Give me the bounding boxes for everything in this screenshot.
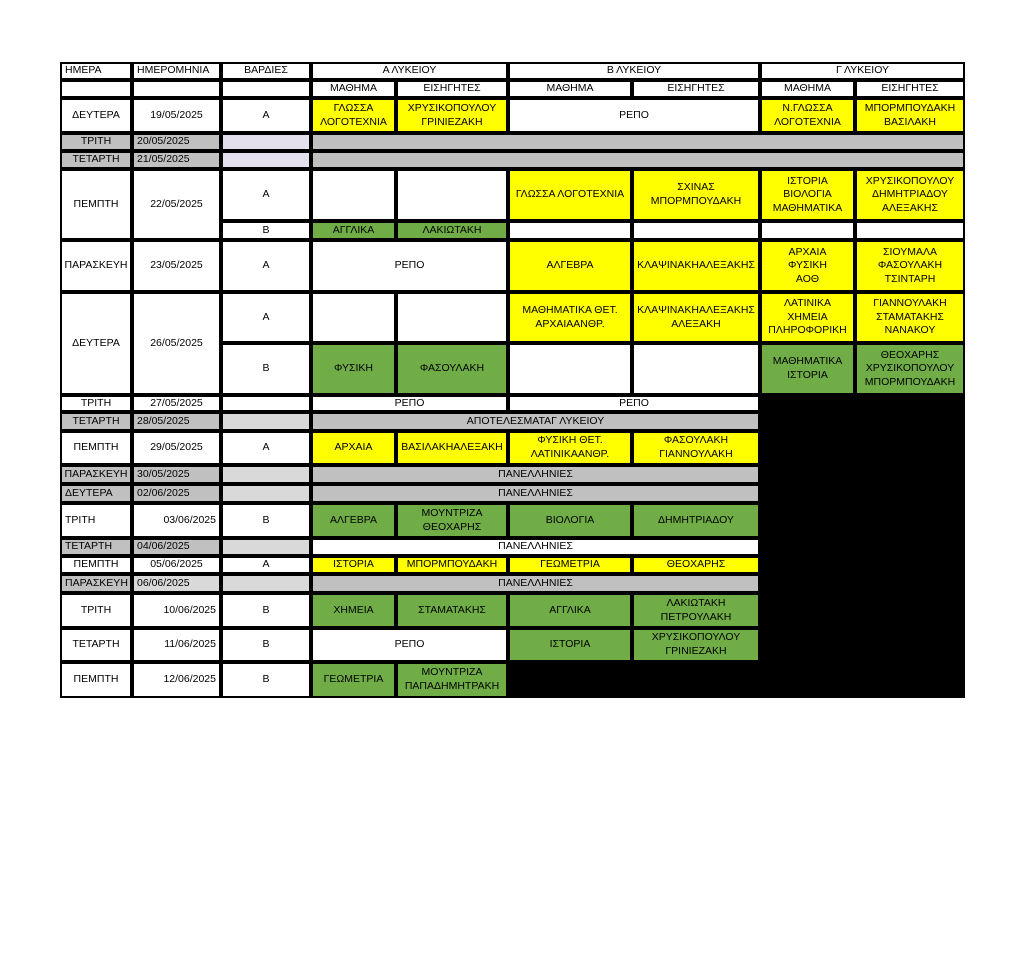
- header-empty: [60, 80, 132, 98]
- subject-cell: ΧΗΜΕΙΑ: [311, 593, 396, 628]
- date-cell: 10/06/2025: [132, 593, 221, 628]
- panhellenic-cell: ΠΑΝΕΛΛΗΝΙΕΣ: [311, 538, 760, 556]
- header-a-lykeiou: Α ΛΥΚΕΙΟΥ: [311, 62, 508, 80]
- date-cell: 30/05/2025: [132, 465, 221, 484]
- teachers-cell: ΧΡΥΣΙΚΟΠΟΥΛΟΥ ΓΡΙΝΙΕΖΑΚΗ: [396, 98, 508, 133]
- day-cell: ΠΑΡΑΣΚΕΥΗ: [60, 465, 132, 484]
- shift-cell: Α: [221, 292, 311, 343]
- day-cell: ΔΕΥΤΕΡΑ: [60, 292, 132, 395]
- teachers-cell: ΛΑΚΙΩΤΑΚΗ: [396, 221, 508, 240]
- subject-cell: ΒΙΟΛΟΓΙΑ: [508, 503, 632, 538]
- shift-cell: Α: [221, 240, 311, 292]
- shift-cell: Β: [221, 221, 311, 240]
- subject-cell: ΜΑΘΗΜΑΤΙΚΑ ΘΕΤ. ΑΡΧΑΙΑΑΝΘΡ.: [508, 292, 632, 343]
- shift-cell: [221, 574, 311, 593]
- subject-cell: ΑΛΓΕΒΡΑ: [508, 240, 632, 292]
- day-cell: ΤΡΙΤΗ: [60, 133, 132, 151]
- teachers-cell: ΓΙΑΝΝΟΥΛΑΚΗ ΣΤΑΜΑΤΑΚΗΣ ΝΑΝΑΚΟΥ: [855, 292, 965, 343]
- date-cell: 23/05/2025: [132, 240, 221, 292]
- black-block: [760, 395, 965, 698]
- empty-cell: [855, 221, 965, 240]
- date-cell: 21/05/2025: [132, 151, 221, 169]
- date-cell: 04/06/2025: [132, 538, 221, 556]
- panhellenic-cell: ΠΑΝΕΛΛΗΝΙΕΣ: [311, 484, 760, 503]
- date-cell: 05/06/2025: [132, 556, 221, 574]
- subject-cell: ΓΕΩΜΕΤΡΙΑ: [311, 662, 396, 698]
- day-cell: ΤΕΤΑΡΤΗ: [60, 412, 132, 431]
- black-block: [508, 662, 760, 698]
- empty-cell: [760, 221, 855, 240]
- teachers-cell: ΘΕΟΧΑΡΗΣ: [632, 556, 760, 574]
- header-shift: ΒΑΡΔΙΕΣ: [221, 62, 311, 80]
- date-cell: 03/06/2025: [132, 503, 221, 538]
- subject-cell: ΦΥΣΙΚΗ: [311, 343, 396, 395]
- teachers-cell: ΣΧΙΝΑΣ ΜΠΟΡΜΠΟΥΔΑΚΗ: [632, 169, 760, 221]
- date-cell: 19/05/2025: [132, 98, 221, 133]
- day-cell: ΔΕΥΤΕΡΑ: [60, 98, 132, 133]
- day-cell: ΤΡΙΤΗ: [60, 593, 132, 628]
- repo-cell: ΡΕΠΟ: [508, 395, 760, 412]
- day-cell: ΤΡΙΤΗ: [60, 395, 132, 412]
- day-cell: ΤΕΤΑΡΤΗ: [60, 538, 132, 556]
- header-teachers-b: ΕΙΣΗΓΗΤΕΣ: [632, 80, 760, 98]
- header-subject-a: ΜΑΘΗΜΑ: [311, 80, 396, 98]
- repo-cell: ΡΕΠΟ: [311, 240, 508, 292]
- repo-cell: ΡΕΠΟ: [508, 98, 760, 133]
- subject-cell: ΓΛΩΣΣΑ ΛΟΓΟΤΕΧΝΙΑ: [311, 98, 396, 133]
- subject-cell: ΙΣΤΟΡΙΑ ΒΙΟΛΟΓΙΑ ΜΑΘΗΜΑΤΙΚΑ: [760, 169, 855, 221]
- header-day: ΗΜΕΡΑ: [60, 62, 132, 80]
- shift-cell: [221, 412, 311, 431]
- day-cell: ΔΕΥΤΕΡΑ: [60, 484, 132, 503]
- subject-cell: ΙΣΤΟΡΙΑ: [508, 628, 632, 662]
- teachers-cell: ΦΑΣΟΥΛΑΚΗ ΓΙΑΝΝΟΥΛΑΚΗ: [632, 431, 760, 465]
- subject-cell: ΛΑΤΙΝΙΚΑ ΧΗΜΕΙΑ ΠΛΗΡΟΦΟΡΙΚΗ: [760, 292, 855, 343]
- header-subject-g: ΜΑΘΗΜΑ: [760, 80, 855, 98]
- teachers-cell: ΔΗΜΗΤΡΙΑΔΟΥ: [632, 503, 760, 538]
- shift-cell: [221, 133, 311, 151]
- subject-cell: ΑΡΧΑΙΑ ΦΥΣΙΚΗ ΑΟΘ: [760, 240, 855, 292]
- teachers-cell: ΜΠΟΡΜΠΟΥΔΑΚΗ: [396, 556, 508, 574]
- day-cell: ΤΕΤΑΡΤΗ: [60, 628, 132, 662]
- day-cell: ΠΕΜΠΤΗ: [60, 169, 132, 240]
- date-cell: 06/06/2025: [132, 574, 221, 593]
- teachers-cell: ΜΠΟΡΜΠΟΥΔΑΚΗ ΒΑΣΙΛΑΚΗ: [855, 98, 965, 133]
- header-teachers-a: ΕΙΣΗΓΗΤΕΣ: [396, 80, 508, 98]
- blocked-cell: [311, 151, 965, 169]
- teachers-cell: ΧΡΥΣΙΚΟΠΟΥΛΟΥ ΔΗΜΗΤΡΙΑΔΟΥ ΑΛΕΞΑΚΗΣ: [855, 169, 965, 221]
- subject-cell: ΜΑΘΗΜΑΤΙΚΑ ΙΣΤΟΡΙΑ: [760, 343, 855, 395]
- subject-cell: ΑΡΧΑΙΑ: [311, 431, 396, 465]
- shift-cell: Β: [221, 662, 311, 698]
- day-cell: ΠΕΜΠΤΗ: [60, 662, 132, 698]
- subject-cell: ΦΥΣΙΚΗ ΘΕΤ. ΛΑΤΙΝΙΚΑΑΝΘΡ.: [508, 431, 632, 465]
- empty-cell: [632, 343, 760, 395]
- shift-cell: [221, 484, 311, 503]
- results-cell: ΑΠΟΤΕΛΕΣΜΑΤΑΓ ΛΥΚΕΙΟΥ: [311, 412, 760, 431]
- date-cell: 20/05/2025: [132, 133, 221, 151]
- date-cell: 27/05/2025: [132, 395, 221, 412]
- date-cell: 12/06/2025: [132, 662, 221, 698]
- empty-cell: [311, 169, 396, 221]
- header-teachers-g: ΕΙΣΗΓΗΤΕΣ: [855, 80, 965, 98]
- teachers-cell: ΚΛΑΨΙΝΑΚΗΑΛΕΞΑΚΗΣ: [632, 240, 760, 292]
- teachers-cell: ΦΑΣΟΥΛΑΚΗ: [396, 343, 508, 395]
- shift-cell: Β: [221, 503, 311, 538]
- day-cell: ΠΕΜΠΤΗ: [60, 556, 132, 574]
- shift-cell: Α: [221, 169, 311, 221]
- day-cell: ΠΑΡΑΣΚΕΥΗ: [60, 574, 132, 593]
- repo-cell: ΡΕΠΟ: [311, 395, 508, 412]
- shift-cell: [221, 151, 311, 169]
- shift-cell: Β: [221, 628, 311, 662]
- teachers-cell: ΣΙΟΥΜΑΛΑ ΦΑΣΟΥΛΑΚΗ ΤΣΙΝΤΑΡΗ: [855, 240, 965, 292]
- date-cell: 11/06/2025: [132, 628, 221, 662]
- teachers-cell: ΣΤΑΜΑΤΑΚΗΣ: [396, 593, 508, 628]
- blocked-cell: [311, 133, 965, 151]
- subject-cell: ΑΓΓΛΙΚΑ: [311, 221, 396, 240]
- header-empty: [221, 80, 311, 98]
- subject-cell: ΑΓΓΛΙΚΑ: [508, 593, 632, 628]
- day-cell: ΠΕΜΠΤΗ: [60, 431, 132, 465]
- empty-cell: [396, 292, 508, 343]
- repo-cell: ΡΕΠΟ: [311, 628, 508, 662]
- subject-cell: Ν.ΓΛΩΣΣΑ ΛΟΓΟΤΕΧΝΙΑ: [760, 98, 855, 133]
- shift-cell: [221, 465, 311, 484]
- shift-cell: Β: [221, 343, 311, 395]
- header-empty: [132, 80, 221, 98]
- shift-cell: Β: [221, 593, 311, 628]
- header-subject-b: ΜΑΘΗΜΑ: [508, 80, 632, 98]
- teachers-cell: ΜΟΥΝΤΡΙΖΑ ΘΕΟΧΑΡΗΣ: [396, 503, 508, 538]
- header-date: ΗΜΕΡΟΜΗΝΙΑ: [132, 62, 221, 80]
- date-cell: 28/05/2025: [132, 412, 221, 431]
- header-g-lykeiou: Γ ΛΥΚΕΙΟΥ: [760, 62, 965, 80]
- date-cell: 29/05/2025: [132, 431, 221, 465]
- empty-cell: [632, 221, 760, 240]
- teachers-cell: ΛΑΚΙΩΤΑΚΗ ΠΕΤΡΟΥΛΑΚΗ: [632, 593, 760, 628]
- panhellenic-cell: ΠΑΝΕΛΛΗΝΙΕΣ: [311, 465, 760, 484]
- empty-cell: [508, 343, 632, 395]
- teachers-cell: ΚΛΑΨΙΝΑΚΗΑΛΕΞΑΚΗΣ ΑΛΕΞΑΚΗ: [632, 292, 760, 343]
- subject-cell: ΙΣΤΟΡΙΑ: [311, 556, 396, 574]
- teachers-cell: ΜΟΥΝΤΡΙΖΑ ΠΑΠΑΔΗΜΗΤΡΑΚΗ: [396, 662, 508, 698]
- shift-cell: Α: [221, 431, 311, 465]
- shift-cell: [221, 538, 311, 556]
- day-cell: ΠΑΡΑΣΚΕΥΗ: [60, 240, 132, 292]
- shift-cell: Α: [221, 556, 311, 574]
- day-cell: ΤΡΙΤΗ: [60, 503, 132, 538]
- teachers-cell: ΒΑΣΙΛΑΚΗΑΛΕΞΑΚΗ: [396, 431, 508, 465]
- empty-cell: [508, 221, 632, 240]
- teachers-cell: ΘΕΟΧΑΡΗΣ ΧΡΥΣΙΚΟΠΟΥΛΟΥ ΜΠΟΡΜΠΟΥΔΑΚΗ: [855, 343, 965, 395]
- date-cell: 02/06/2025: [132, 484, 221, 503]
- subject-cell: ΑΛΓΕΒΡΑ: [311, 503, 396, 538]
- subject-cell: ΓΕΩΜΕΤΡΙΑ: [508, 556, 632, 574]
- shift-cell: Α: [221, 98, 311, 133]
- panhellenic-cell: ΠΑΝΕΛΛΗΝΙΕΣ: [311, 574, 760, 593]
- header-b-lykeiou: Β ΛΥΚΕΙΟΥ: [508, 62, 760, 80]
- date-cell: 26/05/2025: [132, 292, 221, 395]
- shift-cell: [221, 395, 311, 412]
- teachers-cell: ΧΡΥΣΙΚΟΠΟΥΛΟΥ ΓΡΙΝΙΕΖΑΚΗ: [632, 628, 760, 662]
- day-cell: ΤΕΤΑΡΤΗ: [60, 151, 132, 169]
- date-cell: 22/05/2025: [132, 169, 221, 240]
- empty-cell: [396, 169, 508, 221]
- subject-cell: ΓΛΩΣΣΑ ΛΟΓΟΤΕΧΝΙΑ: [508, 169, 632, 221]
- empty-cell: [311, 292, 396, 343]
